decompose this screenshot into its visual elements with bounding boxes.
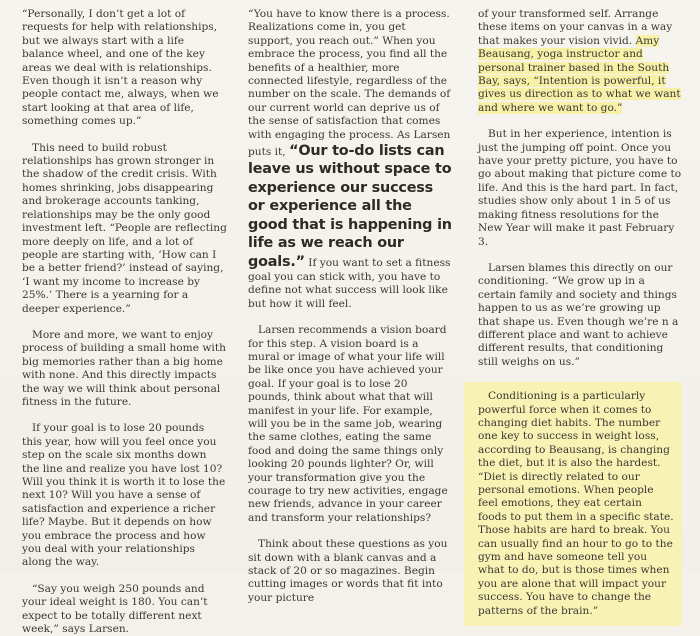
paragraph: “Say you weigh 250 pounds and your ideal weight is 180. You can’t expect to be totally different next week,” says Larsen. — [22, 582, 208, 636]
text-column-1 — [22, 8, 227, 636]
paragraph: But in her experience, intention is just the jumping off point. Once you have your pretty picture, you have to go about making that picture come to life. And this is the hard part. In fact, studies show only about 1 in 5 of us making fitness resolutions for the New Year will make it past February 3. — [478, 128, 682, 248]
paragraph-with-highlight — [478, 8, 682, 115]
text-column-3 — [478, 8, 682, 617]
paragraph: This need to build robust relationships has grown stronger in the shadow of the credit crisis. With homes shrinking, jobs disappearing and brokerage accounts tanking, relationships may be the only good investment left. “People are reflecting more deeply on life, and a lot of people are starting with, ‘How can I be a better friend?’ instead of saying, ‘I want my income to increase by 25%.’ There is a yearning for a deeper experience.” — [22, 141, 227, 315]
paragraph: Larsen blames this directly on our conditioning. “We grow up in a certain family and society and things happen to us as we’re growing up that shape us. Even though we’re n a different place and want to achieve different results, that conditioning still weighs on us.” — [478, 261, 679, 368]
highlighted-block — [464, 382, 682, 626]
paragraph-with-pullquote — [248, 8, 453, 311]
paragraph-text: If you want to set a fitness goal you can stick with, you have to define not what success will look like but how it will feel. — [248, 256, 451, 310]
highlighted-text: Amy Beausang, yoga instructor and personal trainer based in the South Bay, says, “Intention is powerful, it gives us direction as to what we want and where we want to go.” — [478, 34, 681, 114]
paragraph: If your goal is to lose 20 pounds this year, how will you feel once you step on the scale six months down the line and realize you have lost 10? Will you think it is worth it to lose the next 10? Will you have a sense of satisfaction and experience a richer life? Maybe. But it depends on how you embrace the process and how you deal with your relationships along the way. — [22, 422, 226, 569]
paragraph: “Personally, I don’t get a lot of requests for help with relationships, but we always start with a life balance wheel, and one of the key areas we deal with is relationships. Even though it isn’t a reason why people contact me, always, when we start looking at that area of life, something comes up.” — [22, 8, 219, 128]
pull-quote: “Our to-do lists can leave us without space to experience our success or experience all the good that is happening in life as we reach our goals.” — [248, 143, 452, 270]
paragraph: Think about these questions as you sit down with a blank canvas and a stack of 20 or so magazines. Begin cutting images or words that fit into your picture — [248, 538, 448, 604]
highlighted-paragraph: Conditioning is a particularly powerful force when it comes to changing diet habits. The number one key to success in weight loss, according to Beausang, is changing the diet, but it is also the hardest. “Diet is directly related to our personal emotions. When people feel emotions, they eat certain foods to put them in a specific state. Those habits are hard to break. You can usually find an hour to go to the gym and have someone tell you what to do, but is those times when you are alone that will impact your success. You have to change the patterns of the brain.” — [478, 390, 674, 617]
paragraph: Larsen recommends a vision board for this step. A vision board is a mural or image of what your life will be like once you have achieved your goal. If your goal is to lose 20 pounds, think about what that will manifest in your life. For example, will you be in the same job, wearing the same clothes, eating the same food and doing the same things only looking 20 pounds lighter? Or, will your transformation give you the courage to try new activities, engage new friends, advance in your career and transform your relationships? — [248, 324, 448, 524]
paragraph-text: of your transformed self. Arrange these items on your canvas in a way that makes your vision vivid. — [478, 8, 673, 47]
paragraph: More and more, we want to enjoy process of building a small home with big memories rather than a big home with none. And this directly impacts the way we will think about personal fitness in the future. — [22, 328, 226, 408]
text-column-2 — [248, 8, 453, 604]
paragraph-text: “You have to know there is a process. Realizations come in, you get support, you reach out.” When you embrace the process, you find all the benefits of a healthier, more connected lifestyle, regardless of the number on the scale. The demands of our current world can deprive us of the sense of satisfaction that comes with engaging the process. As Larsen puts it, — [248, 8, 451, 159]
